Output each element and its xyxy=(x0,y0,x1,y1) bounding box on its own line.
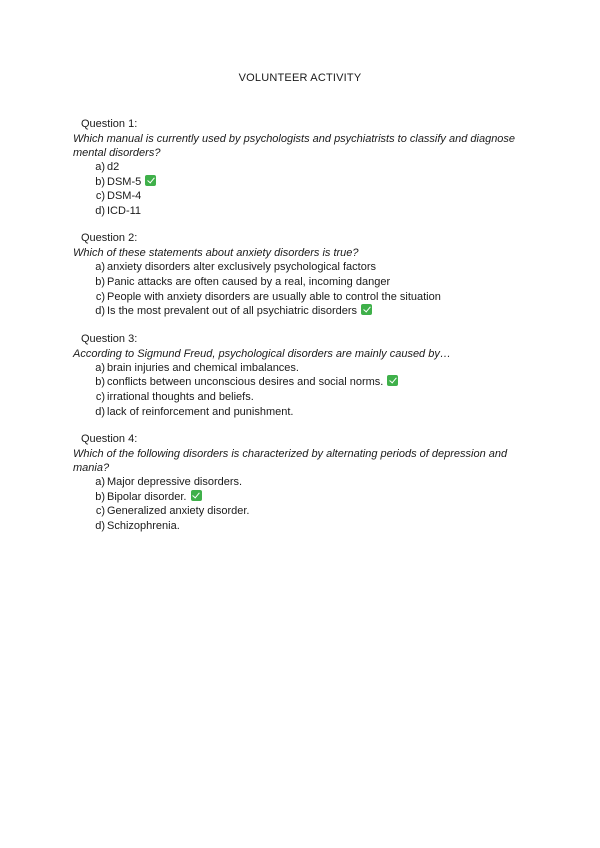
option-letter: c) xyxy=(95,290,105,303)
answer-option xyxy=(73,204,533,219)
answer-options xyxy=(73,361,533,419)
question-2 xyxy=(73,231,533,318)
answer-option xyxy=(73,175,533,190)
option-text: conflicts between unconscious desires and social norms. xyxy=(107,376,384,389)
option-letter: a) xyxy=(95,361,105,374)
option-text: DSM-4 xyxy=(107,190,142,203)
answer-option xyxy=(73,475,533,490)
question-label: Question 1: xyxy=(81,118,138,130)
option-text: Major depressive disorders. xyxy=(107,476,243,489)
option-letter: c) xyxy=(95,505,105,518)
option-letter: b) xyxy=(95,490,105,503)
option-text: Schizophrenia. xyxy=(107,519,180,532)
question-label: Question 3: xyxy=(81,332,138,345)
question-3 xyxy=(73,332,533,419)
option-text: People with anxiety disorders are usually able to control the situation xyxy=(107,290,441,303)
answer-option xyxy=(73,504,533,519)
question-label: Question 4: xyxy=(81,433,138,446)
option-letter: d) xyxy=(95,405,105,418)
check-mark-icon xyxy=(145,175,156,186)
option-text: d2 xyxy=(107,161,120,173)
question-text: According to Sigmund Freud, psychological disorders are mainly caused by… xyxy=(73,347,451,360)
check-mark-icon xyxy=(191,490,202,501)
option-letter: c) xyxy=(95,190,105,203)
option-letter: a) xyxy=(95,161,105,173)
option-letter: b) xyxy=(95,275,105,288)
answer-options xyxy=(73,160,533,218)
option-text: brain injuries and chemical imbalances. xyxy=(107,361,299,374)
question-label: Question 2: xyxy=(81,232,138,245)
answer-option xyxy=(73,390,533,405)
option-letter: d) xyxy=(95,204,105,217)
option-text: Panic attacks are often caused by a real, incoming danger xyxy=(107,275,391,288)
option-text: lack of reinforcement and punishment. xyxy=(107,405,294,418)
option-letter: c) xyxy=(95,390,105,403)
question-4 xyxy=(73,432,533,533)
answer-option xyxy=(73,189,533,204)
option-letter: d) xyxy=(95,305,105,318)
answer-options xyxy=(73,260,533,318)
option-letter: a) xyxy=(95,476,105,489)
question-1 xyxy=(73,117,533,218)
answer-option xyxy=(73,361,533,376)
document-title: VOLUNTEER ACTIVITY xyxy=(238,72,362,84)
answer-option xyxy=(73,275,533,290)
answer-option xyxy=(73,290,533,305)
answer-option xyxy=(73,304,533,319)
check-mark-icon xyxy=(361,304,372,315)
answer-option xyxy=(73,490,533,505)
option-letter: a) xyxy=(95,261,105,274)
answer-option xyxy=(73,405,533,420)
question-text: Which of the following disorders is characterized by alternating periods of depression and mania? xyxy=(73,448,508,475)
option-text: Generalized anxiety disorder. xyxy=(107,505,250,518)
answer-option xyxy=(73,160,533,175)
option-text: Is the most prevalent out of all psychiatric disorders xyxy=(107,305,358,318)
answer-option xyxy=(73,260,533,275)
option-text: irrational thoughts and beliefs. xyxy=(107,390,254,403)
answer-option xyxy=(73,375,533,390)
option-text: anxiety disorders alter exclusively psychological factors xyxy=(107,261,377,274)
option-text: Bipolar disorder. xyxy=(107,490,187,503)
option-letter: d) xyxy=(95,519,105,532)
question-text: Which manual is currently used by psychologists and psychiatrists to classify and diagnose mental disorders? xyxy=(73,133,516,159)
option-text: ICD-11 xyxy=(107,204,142,217)
option-letter: b) xyxy=(95,175,105,188)
check-mark-icon xyxy=(387,375,398,386)
option-letter: b) xyxy=(95,376,105,389)
answer-options xyxy=(73,475,533,533)
answer-option xyxy=(73,519,533,534)
question-text: Which of these statements about anxiety disorders is true? xyxy=(73,247,359,260)
question-list xyxy=(73,117,533,547)
option-text: DSM-5 xyxy=(107,175,142,188)
